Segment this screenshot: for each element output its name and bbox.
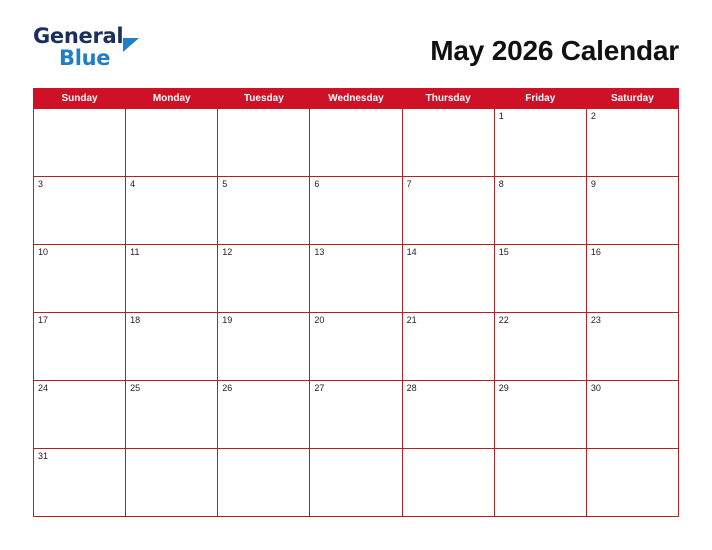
day-cell[interactable] (402, 177, 494, 245)
day-cell[interactable] (218, 245, 310, 313)
day-number: 2 (590, 111, 596, 121)
day-number: 18 (130, 315, 141, 325)
calendar-week-row (34, 313, 679, 381)
day-number: 6 (314, 179, 320, 189)
day-number: 29 (498, 383, 509, 393)
day-cell[interactable] (310, 177, 402, 245)
day-cell[interactable] (34, 381, 126, 449)
weekday-header-wednesday: Wednesday (310, 89, 402, 109)
day-cell[interactable] (494, 381, 586, 449)
day-cell[interactable] (218, 313, 310, 381)
day-cell[interactable] (126, 109, 218, 177)
weekday-header-saturday: Saturday (586, 89, 678, 109)
day-number: 3 (38, 179, 44, 189)
day-number: 21 (406, 315, 417, 325)
day-cell[interactable] (126, 381, 218, 449)
day-cell[interactable] (586, 109, 678, 177)
day-number: 22 (498, 315, 509, 325)
day-number: 30 (590, 383, 601, 393)
weekday-header-tuesday: Tuesday (218, 89, 310, 109)
day-cell[interactable] (402, 245, 494, 313)
day-cell[interactable] (494, 449, 586, 517)
day-cell[interactable] (494, 177, 586, 245)
day-number: 15 (498, 247, 509, 257)
day-cell[interactable] (402, 109, 494, 177)
day-cell[interactable] (310, 109, 402, 177)
day-cell[interactable] (310, 245, 402, 313)
triangle-flag-icon (123, 38, 139, 52)
page-header (33, 26, 679, 76)
day-number: 11 (130, 247, 140, 257)
day-cell[interactable] (126, 449, 218, 517)
weekday-header-row (34, 89, 679, 109)
day-number: 4 (130, 179, 136, 189)
day-number: 27 (314, 383, 325, 393)
day-cell[interactable] (494, 245, 586, 313)
day-cell[interactable] (494, 313, 586, 381)
day-cell[interactable] (402, 313, 494, 381)
day-cell[interactable] (586, 177, 678, 245)
day-number: 7 (406, 179, 412, 189)
day-number: 10 (38, 247, 49, 257)
calendar-table (33, 88, 679, 517)
day-cell[interactable] (586, 313, 678, 381)
day-number: 8 (498, 179, 504, 189)
day-number: 1 (498, 111, 504, 121)
day-number: 12 (222, 247, 233, 257)
day-number: 9 (590, 179, 596, 189)
day-cell[interactable] (586, 449, 678, 517)
day-cell[interactable] (310, 381, 402, 449)
weekday-header-friday: Friday (494, 89, 586, 109)
day-cell[interactable] (218, 177, 310, 245)
day-cell[interactable] (402, 381, 494, 449)
day-number: 14 (406, 247, 417, 257)
calendar-week-row (34, 177, 679, 245)
day-number: 31 (38, 451, 49, 461)
day-cell[interactable] (126, 245, 218, 313)
day-number: 13 (314, 247, 325, 257)
day-cell[interactable] (126, 313, 218, 381)
brand-logo (33, 26, 143, 72)
day-cell[interactable] (494, 109, 586, 177)
weekday-header-thursday: Thursday (402, 89, 494, 109)
day-cell[interactable] (586, 245, 678, 313)
day-cell[interactable] (402, 449, 494, 517)
day-cell[interactable] (586, 381, 678, 449)
calendar-week-row (34, 449, 679, 517)
day-number: 20 (314, 315, 325, 325)
day-number: 5 (222, 179, 228, 189)
day-number: 16 (590, 247, 601, 257)
page-title: May 2026 Calendar (430, 35, 679, 66)
day-cell[interactable] (126, 177, 218, 245)
day-cell[interactable] (218, 381, 310, 449)
day-cell[interactable] (218, 109, 310, 177)
day-number: 17 (38, 315, 49, 325)
day-cell[interactable] (218, 449, 310, 517)
day-number: 28 (406, 383, 417, 393)
calendar-week-row (34, 109, 679, 177)
logo-text-blue: Blue (59, 46, 111, 70)
calendar-week-row (34, 381, 679, 449)
day-number: 23 (590, 315, 601, 325)
day-cell[interactable] (34, 449, 126, 517)
day-number: 25 (130, 383, 141, 393)
day-number: 24 (38, 383, 49, 393)
day-cell[interactable] (34, 177, 126, 245)
weekday-header-monday: Monday (126, 89, 218, 109)
logo-text-general: General (33, 24, 124, 48)
calendar-week-row (34, 245, 679, 313)
day-cell[interactable] (310, 313, 402, 381)
day-cell[interactable] (34, 245, 126, 313)
day-cell[interactable] (310, 449, 402, 517)
day-cell[interactable] (34, 313, 126, 381)
day-number: 19 (222, 315, 233, 325)
weekday-header-sunday: Sunday (34, 89, 126, 109)
day-cell[interactable] (34, 109, 126, 177)
day-number: 26 (222, 383, 233, 393)
